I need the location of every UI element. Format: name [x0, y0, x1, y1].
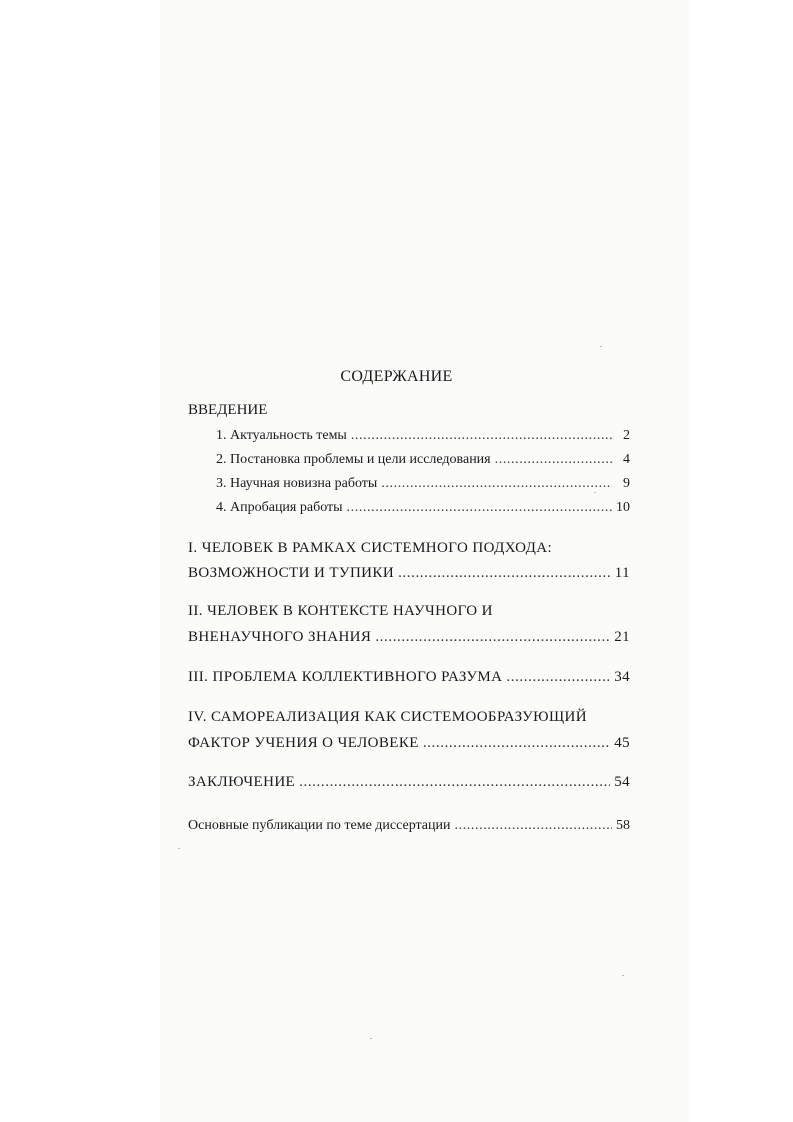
toc-entry-page: 9: [623, 476, 630, 491]
toc-entry-intro-2: [216, 452, 630, 468]
toc-entry-chapter-3: [188, 669, 630, 686]
dot-leader: [506, 669, 610, 686]
toc-entry-intro-1: [216, 428, 630, 444]
toc-entry-page: 54: [614, 774, 630, 790]
dot-leader: [455, 818, 613, 834]
scan-speck: [178, 848, 180, 849]
toc-entry-page: 2: [623, 428, 630, 443]
chapter-3-title: III. ПРОБЛЕМА КОЛЛЕКТИВНОГО РАЗУМА: [188, 669, 503, 685]
scan-speck: [594, 492, 596, 493]
toc-entry-chapter-4: [188, 735, 630, 752]
toc-entry-page: 45: [614, 735, 630, 751]
toc-entry-chapter-1: [188, 565, 630, 582]
toc-entry-page: 4: [623, 452, 630, 467]
dot-leader: [381, 476, 612, 492]
toc-entry-page: 58: [616, 818, 630, 833]
conclusion-label: ЗАКЛЮЧЕНИЕ: [188, 774, 296, 790]
scan-speck: [600, 346, 602, 347]
scanned-page: [160, 0, 690, 1122]
dot-leader: [299, 774, 610, 791]
scan-speck: [370, 1038, 372, 1039]
toc-entry-label: 4. Апробация работы: [216, 500, 343, 515]
chapter-1-title-line1: I. ЧЕЛОВЕК В РАМКАХ СИСТЕМНОГО ПОДХОДА:: [188, 540, 553, 556]
chapter-2-title-line1: II. ЧЕЛОВЕК В КОНТЕКСТЕ НАУЧНОГО И: [188, 603, 493, 619]
chapter-2-title-line2: ВНЕНАУЧНОГО ЗНАНИЯ: [188, 629, 372, 645]
toc-entry-label: 3. Научная новизна работы: [216, 476, 378, 491]
toc-entry-label: 2. Постановка проблемы и цели исследования: [216, 452, 491, 467]
toc-entry-intro-3: [216, 476, 630, 492]
toc-entry-page: 34: [614, 669, 630, 685]
toc-entry-chapter-2: [188, 629, 630, 646]
dot-leader: [351, 428, 612, 444]
toc-entry-page: 21: [614, 629, 630, 645]
scan-speck: [622, 975, 624, 976]
toc-entry-page: 11: [614, 565, 630, 581]
chapter-4-title-line2: ФАКТОР УЧЕНИЯ О ЧЕЛОВЕКЕ: [188, 735, 419, 751]
toc-title: СОДЕРЖАНИЕ: [340, 368, 453, 385]
intro-heading: ВВЕДЕНИЕ: [188, 402, 268, 418]
toc-entry-intro-4: [216, 500, 630, 516]
toc-entry-conclusion: [188, 774, 630, 791]
toc-entry-label: 1. Актуальность темы: [216, 428, 347, 443]
toc-entry-publications: [188, 818, 630, 834]
dot-leader: [423, 735, 610, 752]
toc-entry-page: 10: [616, 500, 630, 515]
chapter-4-title-line1: IV. САМОРЕАЛИЗАЦИЯ КАК СИСТЕМООБРАЗУЮЩИЙ: [188, 709, 587, 725]
chapter-1-title-line2: ВОЗМОЖНОСТИ И ТУПИКИ: [188, 565, 395, 581]
dot-leader: [375, 629, 610, 646]
dot-leader: [347, 500, 612, 516]
publications-label: Основные публикации по теме диссертации: [188, 818, 451, 833]
dot-leader: [495, 452, 612, 468]
dot-leader: [398, 565, 611, 582]
